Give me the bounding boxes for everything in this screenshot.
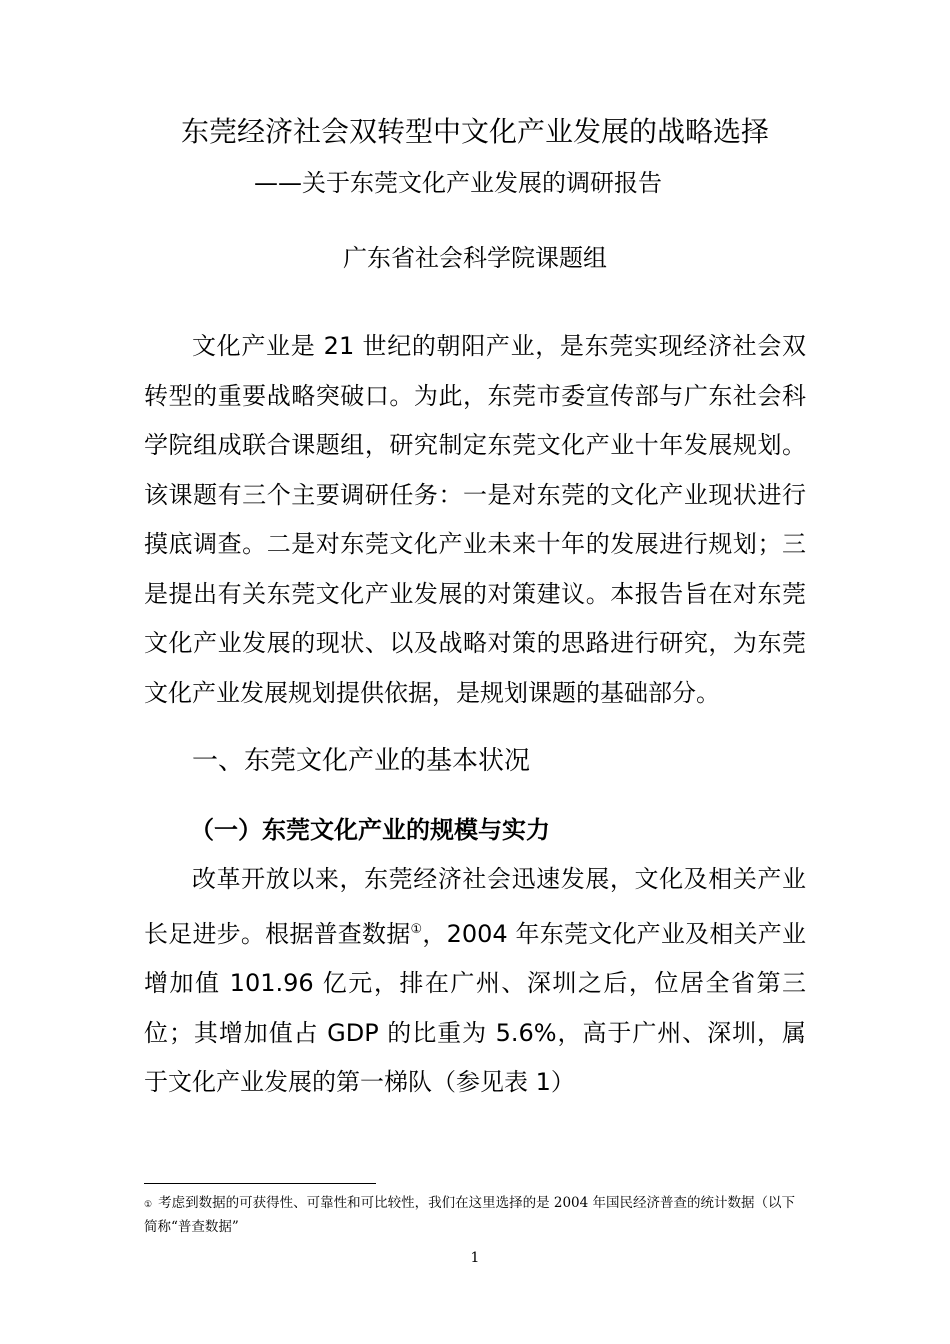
document-title: 东莞经济社会双转型中文化产业发展的战略选择 [180, 115, 769, 148]
document-subtitle: ——关于东莞文化产业发展的调研报告 [254, 169, 662, 197]
body-paragraph-part1: 改革开放以来，东莞经济社会迅速发展，文化及相关产业长足进步。根据普查数据 [144, 865, 806, 948]
footnote-text: 考虑到数据的可获得性、可靠性和可比较性，我们在这里选择的是 2004 年国民经济普查的统计数据（以下简称“普查数据” [144, 1195, 796, 1235]
footnote [144, 1192, 806, 1238]
subsection-heading: （一）东莞文化产业的规模与实力 [190, 816, 550, 844]
body-paragraph [144, 855, 806, 1108]
document-author: 广东省社会科学院课题组 [343, 244, 607, 272]
intro-paragraph: 文化产业是 21 世纪的朝阳产业，是东莞实现经济社会双转型的重要战略突破口。为此，东莞市委宣传部与广东社会科学院组成联合课题组，研究制定东莞文化产业十年发展规划。该课题有三个主要调研任务：一是对东莞的文化产业现状进行摸底调查。二是对东莞文化产业未来十年的发展进行规划；三是提出有关东莞文化产业发展的对策建议。本报告旨在对东莞文化产业发展的现状、以及战略对策的思路进行研究，为东莞文化产业发展规划提供依据，是规划课题的基础部分。 [144, 332, 806, 707]
body-paragraph-part2: ，2004 年东莞文化产业及相关产业增加值 101.96 亿元，排在广州、深圳之后，位居全省第三位；其增加值占 GDP 的比重为 5.6%，高于广州、深圳，属于文化产业发展的第一梯队（参见表 1） [144, 919, 807, 1096]
section-heading: 一、东莞文化产业的基本状况 [192, 746, 531, 776]
footnote-divider [144, 1183, 376, 1184]
page-number: 1 [470, 1250, 480, 1266]
footnote-mark: ① [144, 1200, 153, 1210]
footnote-reference[interactable]: ① [410, 921, 423, 937]
